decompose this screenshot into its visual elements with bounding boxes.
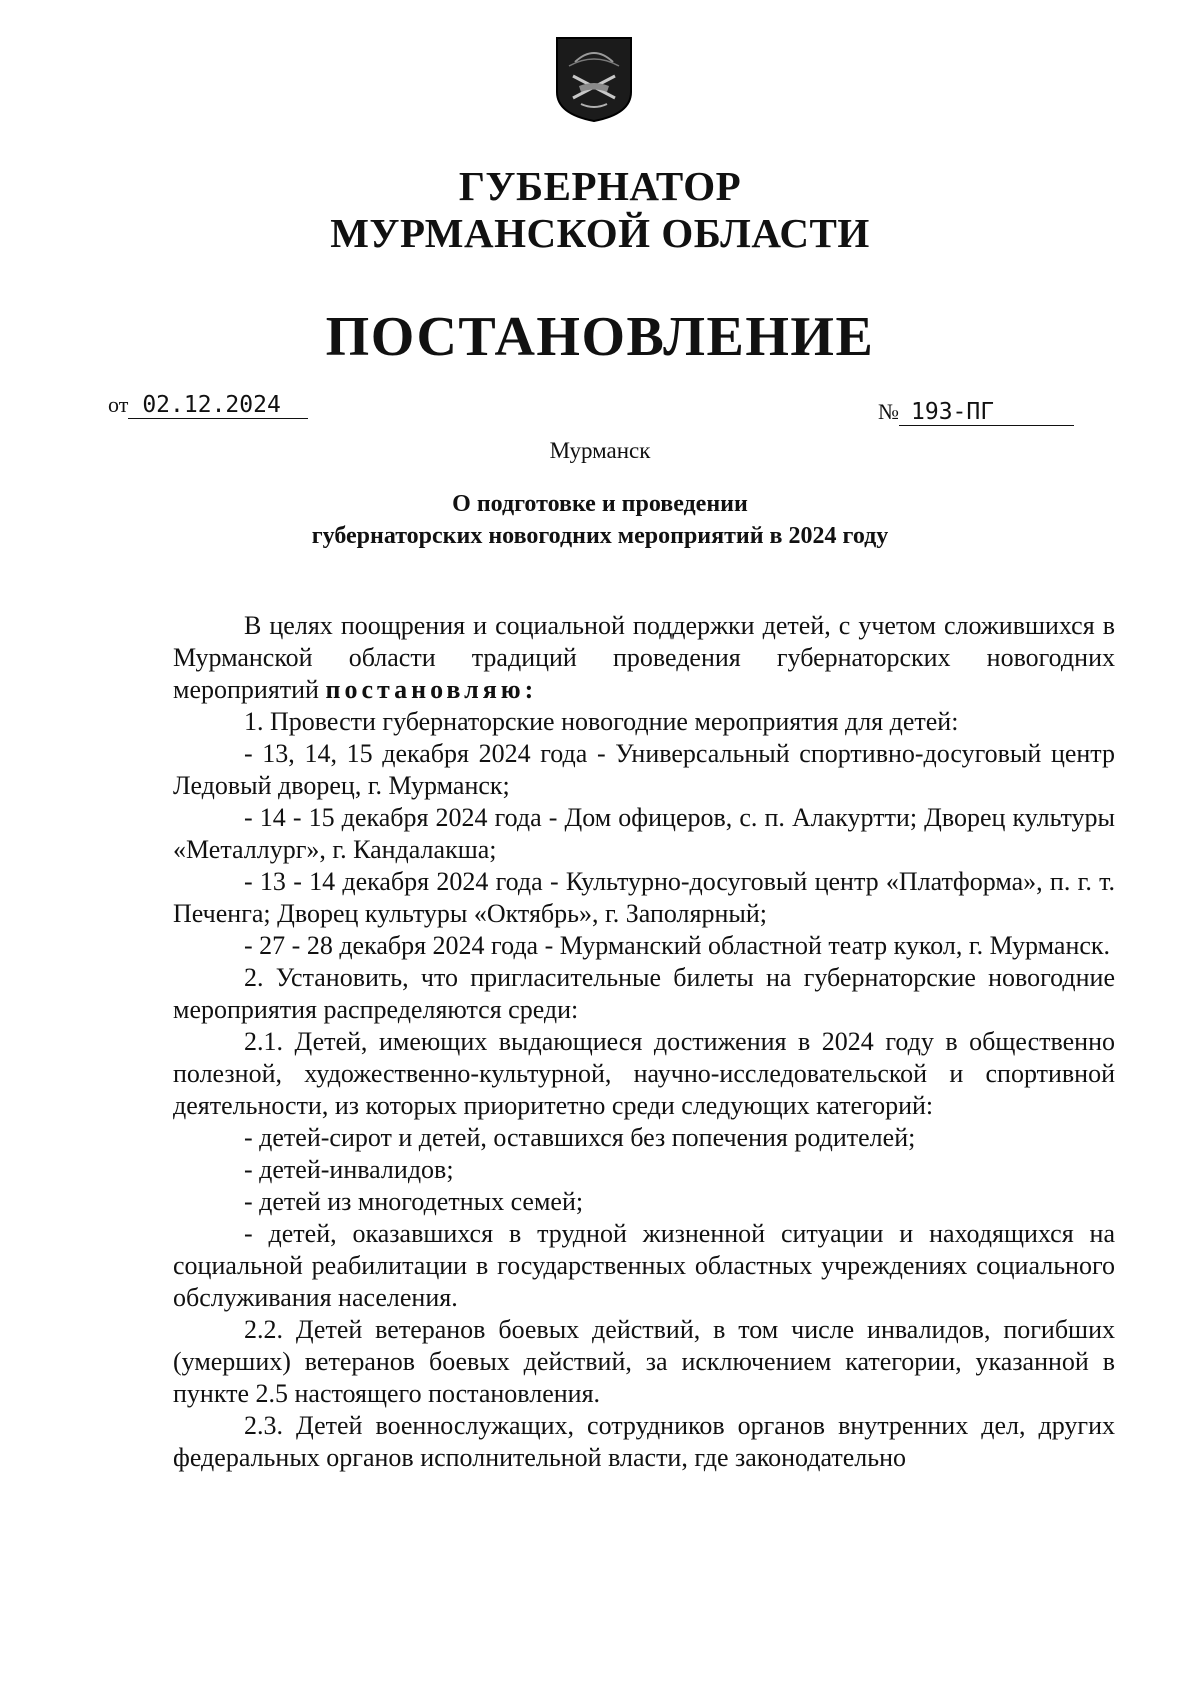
document-type: ПОСТАНОВЛЕНИЕ (325, 306, 875, 368)
org-title-line1: ГУБЕРНАТОР (458, 163, 742, 209)
document-subject (0, 488, 1200, 552)
subject-line1: О подготовке и проведении (452, 491, 748, 517)
intro-paragraph (173, 610, 1115, 706)
clause-1-item: - 27 - 28 декабря 2024 года - Мурманский областной театр кукол, г. Мурманск. (244, 931, 1111, 960)
clause-1-item: - 13 - 14 декабря 2024 года - Культурно-досуговый центр «Платформа», п. г. т. Печенга; Дворец культуры «Октябрь», г. Заполярный; (173, 867, 1115, 928)
city-name: Мурманск (549, 438, 651, 463)
clause-2-1-item: - детей, оказавшихся в трудной жизненной ситуации и находящихся на социальной реабилитации в государственных областных учреждениях социального обслуживания населения. (173, 1219, 1115, 1312)
clause-1-item: - 13, 14, 15 декабря 2024 года - Универсальный спортивно-досуговый центр Ледовый дворец, г. Мурманск; (173, 739, 1115, 800)
document-body (173, 610, 1115, 1474)
number-prefix: № (878, 399, 899, 424)
coat-of-arms-icon (555, 36, 633, 122)
date-prefix: от (108, 392, 129, 417)
clause-1: 1. Провести губернаторские новогодние мероприятия для детей: (244, 707, 959, 736)
clause-2-1-item: - детей-инвалидов; (244, 1155, 454, 1184)
date-field (108, 392, 308, 419)
org-title-line2: МУРМАНСКОЙ ОБЛАСТИ (330, 210, 870, 256)
clause-2: 2. Установить, что пригласительные билеты на губернаторские новогодние мероприятия распределяются среди: (173, 963, 1115, 1024)
clause-1-item: - 14 - 15 декабря 2024 года - Дом офицеров, с. п. Алакуртти; Дворец культуры «Металлург», г. Кандалакша; (173, 803, 1115, 864)
number-field (878, 399, 1074, 426)
number-value: 193-ПГ (899, 399, 1074, 426)
clause-2-2: 2.2. Детей ветеранов боевых действий, в том числе инвалидов, погибших (умерших) ветеранов боевых действий, за исключением категории, указанной в пункте 2.5 настоящего постановления. (173, 1315, 1115, 1408)
clause-2-1-item: - детей из многодетных семей; (244, 1187, 584, 1216)
decree-word: постановляю: (325, 675, 538, 704)
clause-2-1-item: - детей-сирот и детей, оставшихся без попечения родителей; (244, 1123, 916, 1152)
clause-2-1: 2.1. Детей, имеющих выдающиеся достижения в 2024 году в общественно полезной, художественно-культурной, научно-исследовательской и спортивной деятельности, из которых приоритетно среди следующих категорий: (173, 1027, 1115, 1120)
intro-text: В целях поощрения и социальной поддержки детей, с учетом сложившихся в Мурманской области традиций проведения губернаторских новогодних мероприятий (173, 611, 1115, 704)
subject-line2: губернаторских новогодних мероприятий в 2024 году (311, 523, 889, 549)
clause-2-3: 2.3. Детей военнослужащих, сотрудников органов внутренних дел, других федеральных органов исполнительной власти, где законодательно (173, 1411, 1115, 1472)
date-value: 02.12.2024 (128, 392, 308, 419)
